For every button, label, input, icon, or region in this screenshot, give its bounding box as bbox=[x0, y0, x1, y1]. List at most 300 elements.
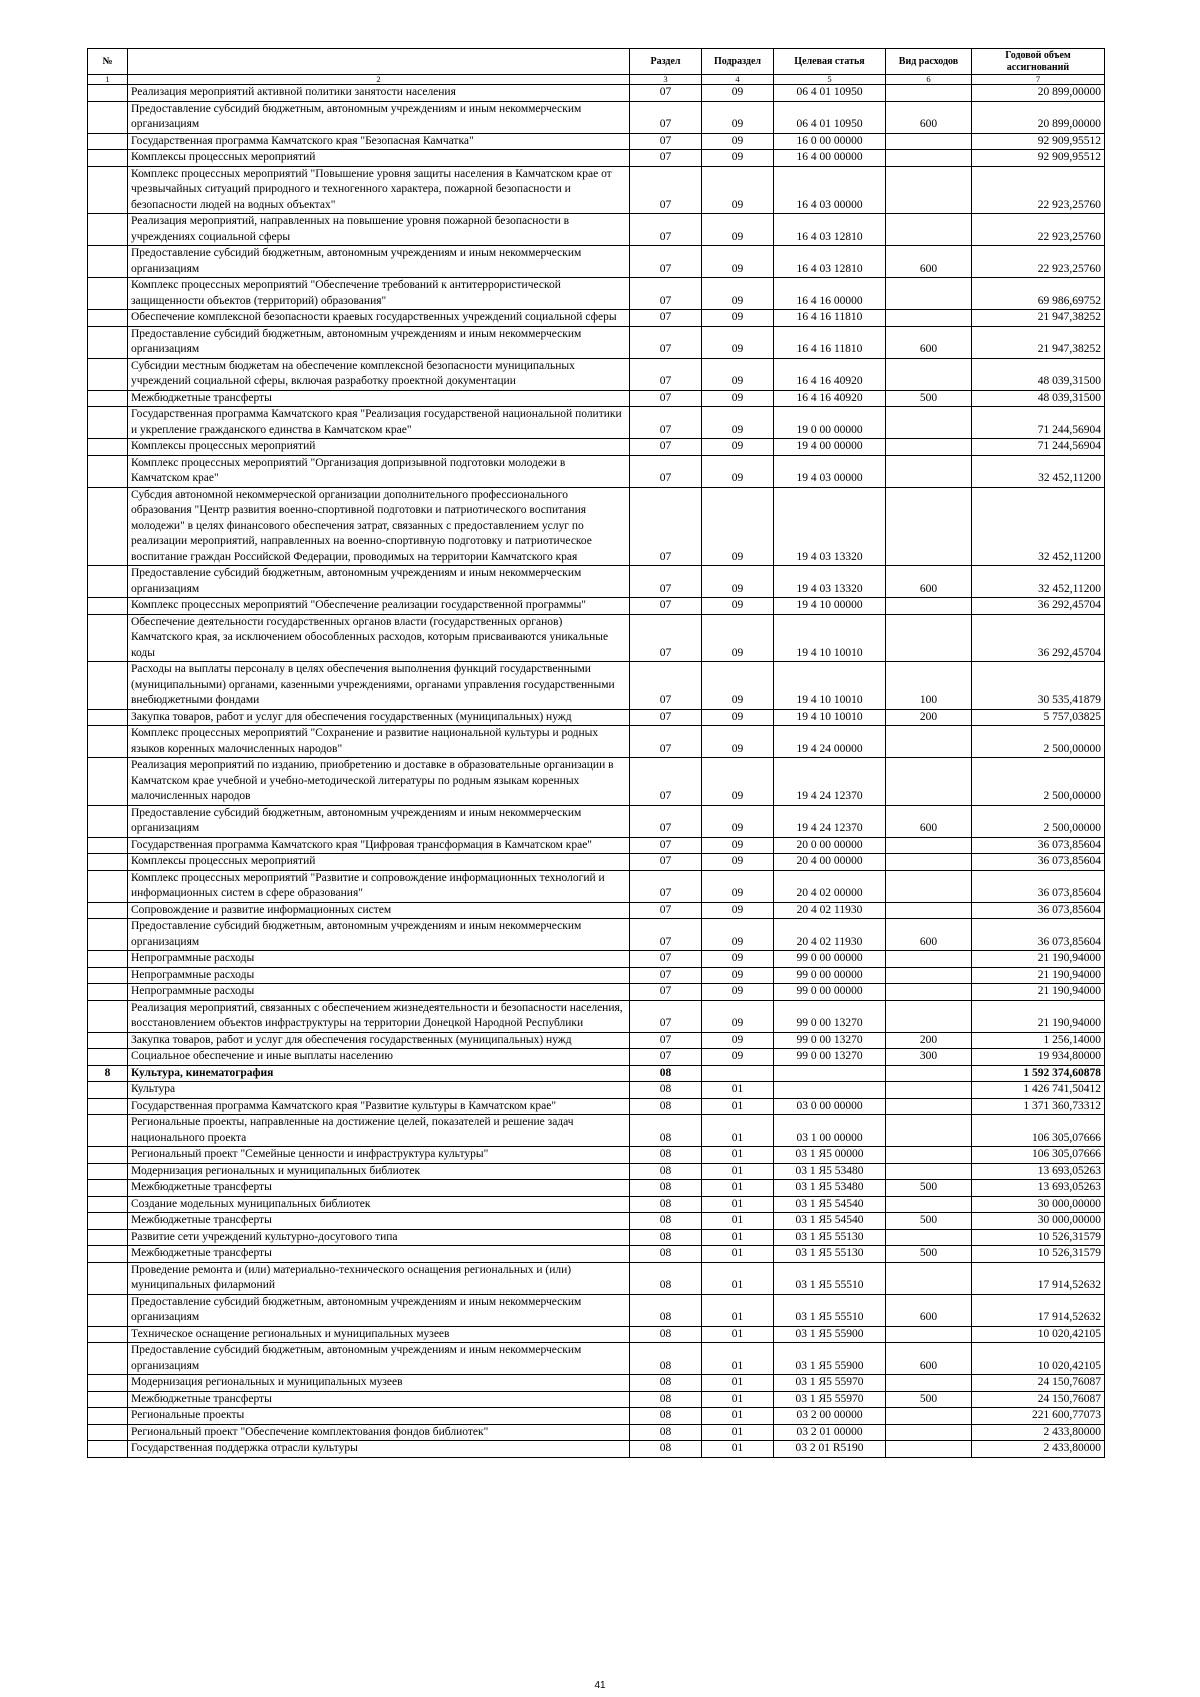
row-amount: 1 256,14000 bbox=[972, 1032, 1105, 1049]
column-number: 2 bbox=[128, 75, 630, 85]
row-podrazdel: 01 bbox=[702, 1246, 774, 1263]
row-name: Государственная программа Камчатского края "Развитие культуры в Камчатском крае" bbox=[128, 1098, 630, 1115]
row-target: 03 1 Я5 00000 bbox=[774, 1147, 886, 1164]
row-razdel: 07 bbox=[630, 854, 702, 871]
row-name: Реализация мероприятий, направленных на повышение уровня пожарной безопасности в учреждениях социальной сферы bbox=[128, 214, 630, 246]
row-vid: 600 bbox=[886, 1343, 972, 1375]
column-number: 3 bbox=[630, 75, 702, 85]
row-target bbox=[774, 1065, 886, 1082]
row-razdel: 08 bbox=[630, 1213, 702, 1230]
row-number bbox=[88, 902, 128, 919]
row-podrazdel: 09 bbox=[702, 919, 774, 951]
row-target: 19 4 10 10010 bbox=[774, 662, 886, 710]
row-razdel: 07 bbox=[630, 967, 702, 984]
row-number bbox=[88, 390, 128, 407]
row-vid bbox=[886, 1441, 972, 1458]
row-vid bbox=[886, 870, 972, 902]
row-vid bbox=[886, 758, 972, 806]
row-name: Реализация мероприятий по изданию, приобретению и доставке в образовательные организации в Камчатском крае учебной и учебно-методической литературы по родным языкам коренных малочисленных народов bbox=[128, 758, 630, 806]
row-vid bbox=[886, 358, 972, 390]
row-podrazdel: 09 bbox=[702, 101, 774, 133]
row-amount: 221 600,77073 bbox=[972, 1408, 1105, 1425]
table-row bbox=[88, 1408, 1105, 1425]
row-target: 19 4 24 12370 bbox=[774, 805, 886, 837]
row-amount: 30 000,00000 bbox=[972, 1213, 1105, 1230]
row-podrazdel: 09 bbox=[702, 758, 774, 806]
row-vid bbox=[886, 1262, 972, 1294]
row-vid: 600 bbox=[886, 246, 972, 278]
row-podrazdel: 01 bbox=[702, 1391, 774, 1408]
header-vid: Вид расходов bbox=[886, 49, 972, 75]
row-vid bbox=[886, 1082, 972, 1099]
row-number bbox=[88, 407, 128, 439]
row-target: 19 0 00 00000 bbox=[774, 407, 886, 439]
row-razdel: 07 bbox=[630, 951, 702, 968]
row-razdel: 07 bbox=[630, 390, 702, 407]
table-row bbox=[88, 951, 1105, 968]
row-number bbox=[88, 984, 128, 1001]
column-number: 4 bbox=[702, 75, 774, 85]
row-vid: 600 bbox=[886, 919, 972, 951]
row-vid bbox=[886, 951, 972, 968]
row-razdel: 07 bbox=[630, 310, 702, 327]
row-vid bbox=[886, 278, 972, 310]
row-number bbox=[88, 1196, 128, 1213]
table-row bbox=[88, 598, 1105, 615]
row-vid: 600 bbox=[886, 805, 972, 837]
row-podrazdel: 09 bbox=[702, 967, 774, 984]
row-target: 16 4 00 00000 bbox=[774, 150, 886, 167]
row-target: 20 0 00 00000 bbox=[774, 837, 886, 854]
row-amount: 1 592 374,60878 bbox=[972, 1065, 1105, 1082]
header-amount: Годовой объем ассигнований bbox=[972, 49, 1105, 75]
row-number bbox=[88, 214, 128, 246]
row-razdel: 07 bbox=[630, 85, 702, 102]
row-number bbox=[88, 1262, 128, 1294]
row-number bbox=[88, 487, 128, 566]
table-row bbox=[88, 1196, 1105, 1213]
row-razdel: 08 bbox=[630, 1180, 702, 1197]
row-name: Комплекс процессных мероприятий "Обеспечение требований к антитеррористической защищенности объектов (территорий) образования" bbox=[128, 278, 630, 310]
row-razdel: 07 bbox=[630, 214, 702, 246]
row-podrazdel: 01 bbox=[702, 1098, 774, 1115]
row-podrazdel: 09 bbox=[702, 133, 774, 150]
row-vid bbox=[886, 1229, 972, 1246]
table-row bbox=[88, 1098, 1105, 1115]
row-name: Региональный проект "Семейные ценности и инфраструктура культуры" bbox=[128, 1147, 630, 1164]
row-name: Региональные проекты bbox=[128, 1408, 630, 1425]
row-razdel: 08 bbox=[630, 1441, 702, 1458]
row-target: 16 4 16 00000 bbox=[774, 278, 886, 310]
column-number: 6 bbox=[886, 75, 972, 85]
table-row bbox=[88, 310, 1105, 327]
row-number bbox=[88, 1441, 128, 1458]
row-number bbox=[88, 1180, 128, 1197]
row-vid bbox=[886, 1000, 972, 1032]
row-name: Субсдия автономной некоммерческой организации дополнительного профессионального образования "Центр развития военно-спортивной подготовки и патриотического воспитания молодежи" в целях финансового обеспечения затрат, связанных с предоставлением услуг по реализации мероприятий, направленных на военно-спортивную подготовку и патриотическое воспитание граждан Российской Федерации, проводимых на территории Камчатского края bbox=[128, 487, 630, 566]
row-target: 19 4 24 12370 bbox=[774, 758, 886, 806]
row-name: Комплексы процессных мероприятий bbox=[128, 439, 630, 456]
row-podrazdel: 09 bbox=[702, 951, 774, 968]
row-number bbox=[88, 358, 128, 390]
table-header-row bbox=[88, 49, 1105, 75]
row-number bbox=[88, 1032, 128, 1049]
column-number: 1 bbox=[88, 75, 128, 85]
row-razdel: 07 bbox=[630, 407, 702, 439]
row-target: 03 2 01 00000 bbox=[774, 1424, 886, 1441]
row-target: 19 4 24 00000 bbox=[774, 726, 886, 758]
row-razdel: 07 bbox=[630, 278, 702, 310]
row-podrazdel: 09 bbox=[702, 805, 774, 837]
table-row bbox=[88, 278, 1105, 310]
row-amount: 10 020,42105 bbox=[972, 1326, 1105, 1343]
row-vid bbox=[886, 902, 972, 919]
row-razdel: 07 bbox=[630, 326, 702, 358]
row-number bbox=[88, 1343, 128, 1375]
row-name: Предоставление субсидий бюджетным, автономным учреждениям и иным некоммерческим организациям bbox=[128, 101, 630, 133]
row-amount: 20 899,00000 bbox=[972, 101, 1105, 133]
row-amount: 1 426 741,50412 bbox=[972, 1082, 1105, 1099]
row-target: 06 4 01 10950 bbox=[774, 101, 886, 133]
row-name: Техническое оснащение региональных и муниципальных музеев bbox=[128, 1326, 630, 1343]
row-amount: 10 526,31579 bbox=[972, 1246, 1105, 1263]
row-number bbox=[88, 1294, 128, 1326]
row-target: 16 4 03 12810 bbox=[774, 246, 886, 278]
table-row bbox=[88, 870, 1105, 902]
table-row bbox=[88, 1180, 1105, 1197]
row-vid: 500 bbox=[886, 1180, 972, 1197]
table-row bbox=[88, 101, 1105, 133]
row-razdel: 08 bbox=[630, 1246, 702, 1263]
header-target: Целевая статья bbox=[774, 49, 886, 75]
row-name: Комплекс процессных мероприятий "Повышение уровня защиты населения в Камчатском крае от чрезвычайных ситуаций природного и техногенного характера, пожарной безопасности и безопасности людей на водных объектах" bbox=[128, 166, 630, 214]
row-amount: 19 934,80000 bbox=[972, 1049, 1105, 1066]
row-vid bbox=[886, 310, 972, 327]
table-row bbox=[88, 455, 1105, 487]
row-razdel: 08 bbox=[630, 1375, 702, 1392]
table-row bbox=[88, 1032, 1105, 1049]
row-vid bbox=[886, 166, 972, 214]
row-target: 03 2 00 00000 bbox=[774, 1408, 886, 1425]
column-number: 5 bbox=[774, 75, 886, 85]
row-target: 20 4 02 11930 bbox=[774, 902, 886, 919]
row-amount: 22 923,25760 bbox=[972, 214, 1105, 246]
row-name: Межбюджетные трансферты bbox=[128, 1391, 630, 1408]
row-name: Региональный проект "Обеспечение комплектования фондов библиотек" bbox=[128, 1424, 630, 1441]
row-name: Государственная программа Камчатского края "Реализация государственой национальной политики и укрепление гражданского единства в Камчатском крае" bbox=[128, 407, 630, 439]
table-row bbox=[88, 1115, 1105, 1147]
row-razdel: 07 bbox=[630, 726, 702, 758]
row-vid bbox=[886, 614, 972, 662]
table-row bbox=[88, 326, 1105, 358]
row-podrazdel: 01 bbox=[702, 1424, 774, 1441]
table-row bbox=[88, 1391, 1105, 1408]
row-name: Проведение ремонта и (или) материально-технического оснащения региональных и (или) муниципальных филармоний bbox=[128, 1262, 630, 1294]
row-amount: 36 292,45704 bbox=[972, 598, 1105, 615]
row-razdel: 08 bbox=[630, 1229, 702, 1246]
row-name: Комплекс процессных мероприятий "Организация допризывной подготовки молодежи в Камчатском крае" bbox=[128, 455, 630, 487]
row-razdel: 07 bbox=[630, 919, 702, 951]
row-name: Предоставление субсидий бюджетным, автономным учреждениям и иным некоммерческим организациям bbox=[128, 326, 630, 358]
row-target: 19 4 10 10010 bbox=[774, 709, 886, 726]
row-podrazdel: 01 bbox=[702, 1196, 774, 1213]
row-number bbox=[88, 805, 128, 837]
row-razdel: 08 bbox=[630, 1408, 702, 1425]
row-target: 03 1 Я5 53480 bbox=[774, 1163, 886, 1180]
table-row bbox=[88, 1441, 1105, 1458]
row-target: 03 0 00 00000 bbox=[774, 1098, 886, 1115]
row-target: 16 4 03 00000 bbox=[774, 166, 886, 214]
row-razdel: 07 bbox=[630, 902, 702, 919]
row-razdel: 07 bbox=[630, 439, 702, 456]
row-number bbox=[88, 1000, 128, 1032]
row-podrazdel: 09 bbox=[702, 214, 774, 246]
row-podrazdel: 01 bbox=[702, 1262, 774, 1294]
row-name: Предоставление субсидий бюджетным, автономным учреждениям и иным некоммерческим организациям bbox=[128, 919, 630, 951]
row-number bbox=[88, 1229, 128, 1246]
row-podrazdel: 09 bbox=[702, 278, 774, 310]
row-name: Модернизация региональных и муниципальных библиотек bbox=[128, 1163, 630, 1180]
row-podrazdel: 09 bbox=[702, 455, 774, 487]
row-amount: 21 190,94000 bbox=[972, 1000, 1105, 1032]
table-row bbox=[88, 439, 1105, 456]
row-razdel: 08 bbox=[630, 1082, 702, 1099]
row-razdel: 07 bbox=[630, 101, 702, 133]
row-name: Межбюджетные трансферты bbox=[128, 1180, 630, 1197]
row-vid: 200 bbox=[886, 1032, 972, 1049]
table-row bbox=[88, 390, 1105, 407]
row-amount: 32 452,11200 bbox=[972, 566, 1105, 598]
row-razdel: 07 bbox=[630, 166, 702, 214]
row-razdel: 07 bbox=[630, 246, 702, 278]
row-amount: 13 693,05263 bbox=[972, 1180, 1105, 1197]
row-name: Непрограммные расходы bbox=[128, 967, 630, 984]
row-number: 8 bbox=[88, 1065, 128, 1082]
row-number bbox=[88, 1115, 128, 1147]
row-target: 20 4 02 11930 bbox=[774, 919, 886, 951]
row-razdel: 08 bbox=[630, 1098, 702, 1115]
row-number bbox=[88, 837, 128, 854]
row-number bbox=[88, 1246, 128, 1263]
row-name: Предоставление субсидий бюджетным, автономным учреждениям и иным некоммерческим организациям bbox=[128, 566, 630, 598]
row-amount: 48 039,31500 bbox=[972, 358, 1105, 390]
table-row bbox=[88, 487, 1105, 566]
row-target: 99 0 00 00000 bbox=[774, 967, 886, 984]
row-name: Непрограммные расходы bbox=[128, 984, 630, 1001]
row-razdel: 08 bbox=[630, 1196, 702, 1213]
row-name: Региональные проекты, направленные на достижение целей, показателей и решение задач национального проекта bbox=[128, 1115, 630, 1147]
row-vid bbox=[886, 984, 972, 1001]
row-target: 03 1 Я5 55970 bbox=[774, 1391, 886, 1408]
row-podrazdel: 01 bbox=[702, 1229, 774, 1246]
row-amount: 10 526,31579 bbox=[972, 1229, 1105, 1246]
row-name: Межбюджетные трансферты bbox=[128, 1213, 630, 1230]
row-vid: 600 bbox=[886, 1294, 972, 1326]
row-number bbox=[88, 870, 128, 902]
row-podrazdel: 09 bbox=[702, 166, 774, 214]
row-amount: 106 305,07666 bbox=[972, 1147, 1105, 1164]
row-razdel: 08 bbox=[630, 1065, 702, 1082]
header-name bbox=[128, 49, 630, 75]
column-number-row bbox=[88, 75, 1105, 85]
table-row bbox=[88, 1000, 1105, 1032]
row-number bbox=[88, 598, 128, 615]
row-name: Государственная программа Камчатского края "Цифровая трансформация в Камчатском крае" bbox=[128, 837, 630, 854]
table-row bbox=[88, 1229, 1105, 1246]
row-target: 03 1 Я5 55510 bbox=[774, 1262, 886, 1294]
column-number: 7 bbox=[972, 75, 1105, 85]
row-razdel: 07 bbox=[630, 837, 702, 854]
row-number bbox=[88, 709, 128, 726]
row-number bbox=[88, 1424, 128, 1441]
row-podrazdel: 01 bbox=[702, 1115, 774, 1147]
row-razdel: 07 bbox=[630, 455, 702, 487]
row-vid bbox=[886, 214, 972, 246]
row-amount: 2 433,80000 bbox=[972, 1424, 1105, 1441]
row-target: 03 1 Я5 54540 bbox=[774, 1196, 886, 1213]
row-name: Закупка товаров, работ и услуг для обеспечения государственных (муниципальных) нужд bbox=[128, 709, 630, 726]
row-number bbox=[88, 150, 128, 167]
row-number bbox=[88, 919, 128, 951]
row-number bbox=[88, 758, 128, 806]
row-podrazdel: 09 bbox=[702, 854, 774, 871]
header-num: № bbox=[88, 49, 128, 75]
row-vid bbox=[886, 726, 972, 758]
row-target: 99 0 00 13270 bbox=[774, 1032, 886, 1049]
row-vid: 500 bbox=[886, 1213, 972, 1230]
row-amount: 2 433,80000 bbox=[972, 1441, 1105, 1458]
row-razdel: 08 bbox=[630, 1115, 702, 1147]
row-podrazdel: 09 bbox=[702, 246, 774, 278]
row-vid: 500 bbox=[886, 390, 972, 407]
row-name: Социальное обеспечение и иные выплаты населению bbox=[128, 1049, 630, 1066]
row-target: 19 4 03 13320 bbox=[774, 566, 886, 598]
row-number bbox=[88, 1098, 128, 1115]
row-razdel: 07 bbox=[630, 870, 702, 902]
row-name: Комплексы процессных мероприятий bbox=[128, 150, 630, 167]
table-row bbox=[88, 1147, 1105, 1164]
row-name: Обеспечение деятельности государственных органов власти (государственных органов) Камчатского края, за исключением обособленных расходов, которым присваиваются уникальные коды bbox=[128, 614, 630, 662]
row-podrazdel: 01 bbox=[702, 1147, 774, 1164]
row-vid: 600 bbox=[886, 101, 972, 133]
row-vid bbox=[886, 455, 972, 487]
row-vid: 500 bbox=[886, 1391, 972, 1408]
row-razdel: 07 bbox=[630, 805, 702, 837]
row-amount: 106 305,07666 bbox=[972, 1115, 1105, 1147]
row-podrazdel: 01 bbox=[702, 1441, 774, 1458]
row-amount: 36 073,85604 bbox=[972, 919, 1105, 951]
row-number bbox=[88, 951, 128, 968]
row-target: 03 2 01 R5190 bbox=[774, 1441, 886, 1458]
row-amount: 17 914,52632 bbox=[972, 1294, 1105, 1326]
row-amount: 17 914,52632 bbox=[972, 1262, 1105, 1294]
row-target: 03 1 00 00000 bbox=[774, 1115, 886, 1147]
row-amount: 2 500,00000 bbox=[972, 805, 1105, 837]
table-row bbox=[88, 1246, 1105, 1263]
table-row bbox=[88, 902, 1105, 919]
row-number bbox=[88, 1082, 128, 1099]
row-target: 99 0 00 13270 bbox=[774, 1000, 886, 1032]
row-vid bbox=[886, 407, 972, 439]
row-podrazdel: 01 bbox=[702, 1180, 774, 1197]
budget-table bbox=[87, 48, 1105, 1458]
row-amount: 5 757,03825 bbox=[972, 709, 1105, 726]
row-number bbox=[88, 310, 128, 327]
row-number bbox=[88, 1408, 128, 1425]
table-row bbox=[88, 967, 1105, 984]
row-razdel: 07 bbox=[630, 662, 702, 710]
header-podrazdel: Подраздел bbox=[702, 49, 774, 75]
table-row bbox=[88, 85, 1105, 102]
table-row bbox=[88, 662, 1105, 710]
row-target: 19 4 03 00000 bbox=[774, 455, 886, 487]
row-name: Развитие сети учреждений культурно-досугового типа bbox=[128, 1229, 630, 1246]
row-name: Комплекс процессных мероприятий "Развитие и сопровождение информационных технологий и информационных систем в сфере образования" bbox=[128, 870, 630, 902]
table-row bbox=[88, 1424, 1105, 1441]
row-amount: 21 947,38252 bbox=[972, 310, 1105, 327]
row-target: 03 1 Я5 55130 bbox=[774, 1246, 886, 1263]
row-name: Межбюджетные трансферты bbox=[128, 1246, 630, 1263]
row-number bbox=[88, 967, 128, 984]
row-target: 03 1 Я5 54540 bbox=[774, 1213, 886, 1230]
row-amount: 21 190,94000 bbox=[972, 984, 1105, 1001]
row-podrazdel: 09 bbox=[702, 662, 774, 710]
row-name: Реализация мероприятий, связанных с обеспечением жизнедеятельности и безопасности населения, восстановлением объектов инфраструктуры на территории Донецкой Народной Республики bbox=[128, 1000, 630, 1032]
row-target: 99 0 00 00000 bbox=[774, 951, 886, 968]
table-row bbox=[88, 1082, 1105, 1099]
row-target: 03 1 Я5 53480 bbox=[774, 1180, 886, 1197]
row-target: 03 1 Я5 55970 bbox=[774, 1375, 886, 1392]
row-name: Модернизация региональных и муниципальных музеев bbox=[128, 1375, 630, 1392]
row-number bbox=[88, 439, 128, 456]
row-number bbox=[88, 854, 128, 871]
row-target: 20 4 02 00000 bbox=[774, 870, 886, 902]
row-target: 16 0 00 00000 bbox=[774, 133, 886, 150]
row-podrazdel: 01 bbox=[702, 1375, 774, 1392]
row-podrazdel: 09 bbox=[702, 870, 774, 902]
row-target: 16 4 16 11810 bbox=[774, 310, 886, 327]
table-row bbox=[88, 805, 1105, 837]
row-number bbox=[88, 1147, 128, 1164]
row-target: 20 4 00 00000 bbox=[774, 854, 886, 871]
row-amount: 30 535,41879 bbox=[972, 662, 1105, 710]
row-number bbox=[88, 1213, 128, 1230]
table-row bbox=[88, 1375, 1105, 1392]
row-razdel: 08 bbox=[630, 1391, 702, 1408]
row-number bbox=[88, 246, 128, 278]
row-target: 03 1 Я5 55900 bbox=[774, 1326, 886, 1343]
row-razdel: 07 bbox=[630, 709, 702, 726]
row-amount: 20 899,00000 bbox=[972, 85, 1105, 102]
row-amount: 21 190,94000 bbox=[972, 967, 1105, 984]
row-podrazdel: 09 bbox=[702, 837, 774, 854]
table-row bbox=[88, 1213, 1105, 1230]
row-name: Непрограммные расходы bbox=[128, 951, 630, 968]
row-podrazdel: 01 bbox=[702, 1326, 774, 1343]
table-row bbox=[88, 1163, 1105, 1180]
row-amount: 30 000,00000 bbox=[972, 1196, 1105, 1213]
row-number bbox=[88, 166, 128, 214]
row-podrazdel bbox=[702, 1065, 774, 1082]
table-row bbox=[88, 150, 1105, 167]
row-name: Государственная программа Камчатского края "Безопасная Камчатка" bbox=[128, 133, 630, 150]
row-vid bbox=[886, 1196, 972, 1213]
row-number bbox=[88, 614, 128, 662]
row-name: Комплекс процессных мероприятий "Обеспечение реализации государственной программы" bbox=[128, 598, 630, 615]
row-razdel: 07 bbox=[630, 614, 702, 662]
row-amount: 10 020,42105 bbox=[972, 1343, 1105, 1375]
row-vid bbox=[886, 1424, 972, 1441]
